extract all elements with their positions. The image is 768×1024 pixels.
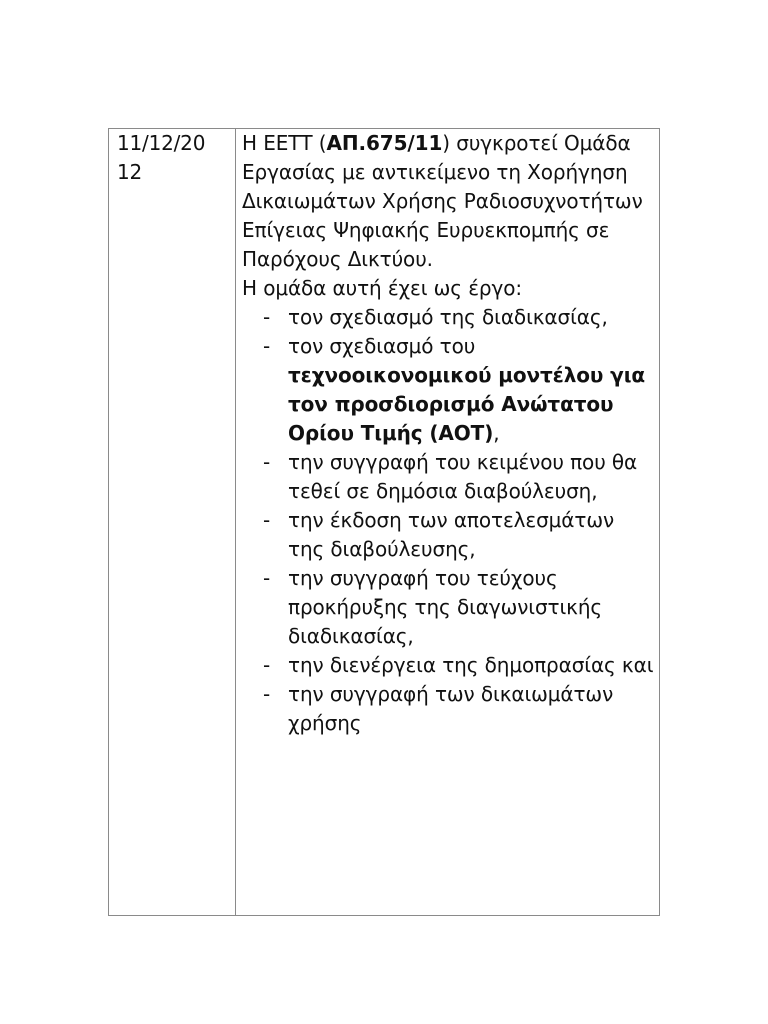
task-text: την συγγραφή του τεύχους προκήρυξης της διαγωνιστικής διαδικασίας, (288, 566, 603, 648)
list-item (242, 303, 655, 332)
description-cell (236, 129, 659, 915)
task-tail: , (493, 421, 500, 445)
date-line-1: 11/12/20 (117, 131, 206, 155)
bullet-dash: - (263, 566, 271, 590)
task-text: τον σχεδιασμό της διαδικασίας, (288, 305, 608, 329)
task-text: την διενέργεια της δημοπρασίας και (288, 653, 654, 677)
bullet-dash: - (263, 450, 271, 474)
reference-number: ΑΠ.675/11 (326, 131, 443, 155)
task-bold-text: τεχνοοικονομικού μοντέλου για τον προσδιορισμό Ανώτατου Ορίου Τιμής (ΑΟΤ) (288, 363, 646, 445)
bullet-dash: - (263, 653, 271, 677)
intro-prefix: Η ΕΕΤΤ ( (242, 131, 327, 155)
task-text: την συγγραφή των δικαιωμάτων χρήσης (288, 682, 614, 735)
intro-paragraph (242, 129, 655, 274)
task-text: την συγγραφή του κειμένου που θα τεθεί σε δημόσια διαβούλευση, (288, 450, 638, 503)
task-list (242, 303, 655, 738)
bullet-dash: - (263, 682, 271, 706)
list-item (242, 448, 655, 506)
list-item (242, 680, 655, 738)
date-cell (109, 129, 236, 915)
intro-suffix: ) συγκροτεί Ομάδα Εργασίας με αντικείμενο τη Χορήγηση Δικαιωμάτων Χρήσης Ραδιοσυχνοτήτων Επίγειας Ψηφιακής Ευρυεκπομπής σε Παρόχους Δικτύου. (242, 131, 643, 271)
task-text: την έκδοση των αποτελεσμάτων της διαβούλευσης, (288, 508, 615, 561)
duties-heading: Η ομάδα αυτή έχει ως έργο: (242, 276, 523, 300)
task-text: τον σχεδιασμό του (288, 334, 476, 358)
list-item (242, 651, 655, 680)
bullet-dash: - (263, 508, 271, 532)
document-table (108, 128, 660, 916)
list-item (242, 564, 655, 651)
bullet-dash: - (263, 305, 271, 329)
date-line-2: 12 (117, 160, 143, 184)
list-item (242, 332, 655, 448)
bullet-dash: - (263, 334, 271, 358)
list-item (242, 506, 655, 564)
